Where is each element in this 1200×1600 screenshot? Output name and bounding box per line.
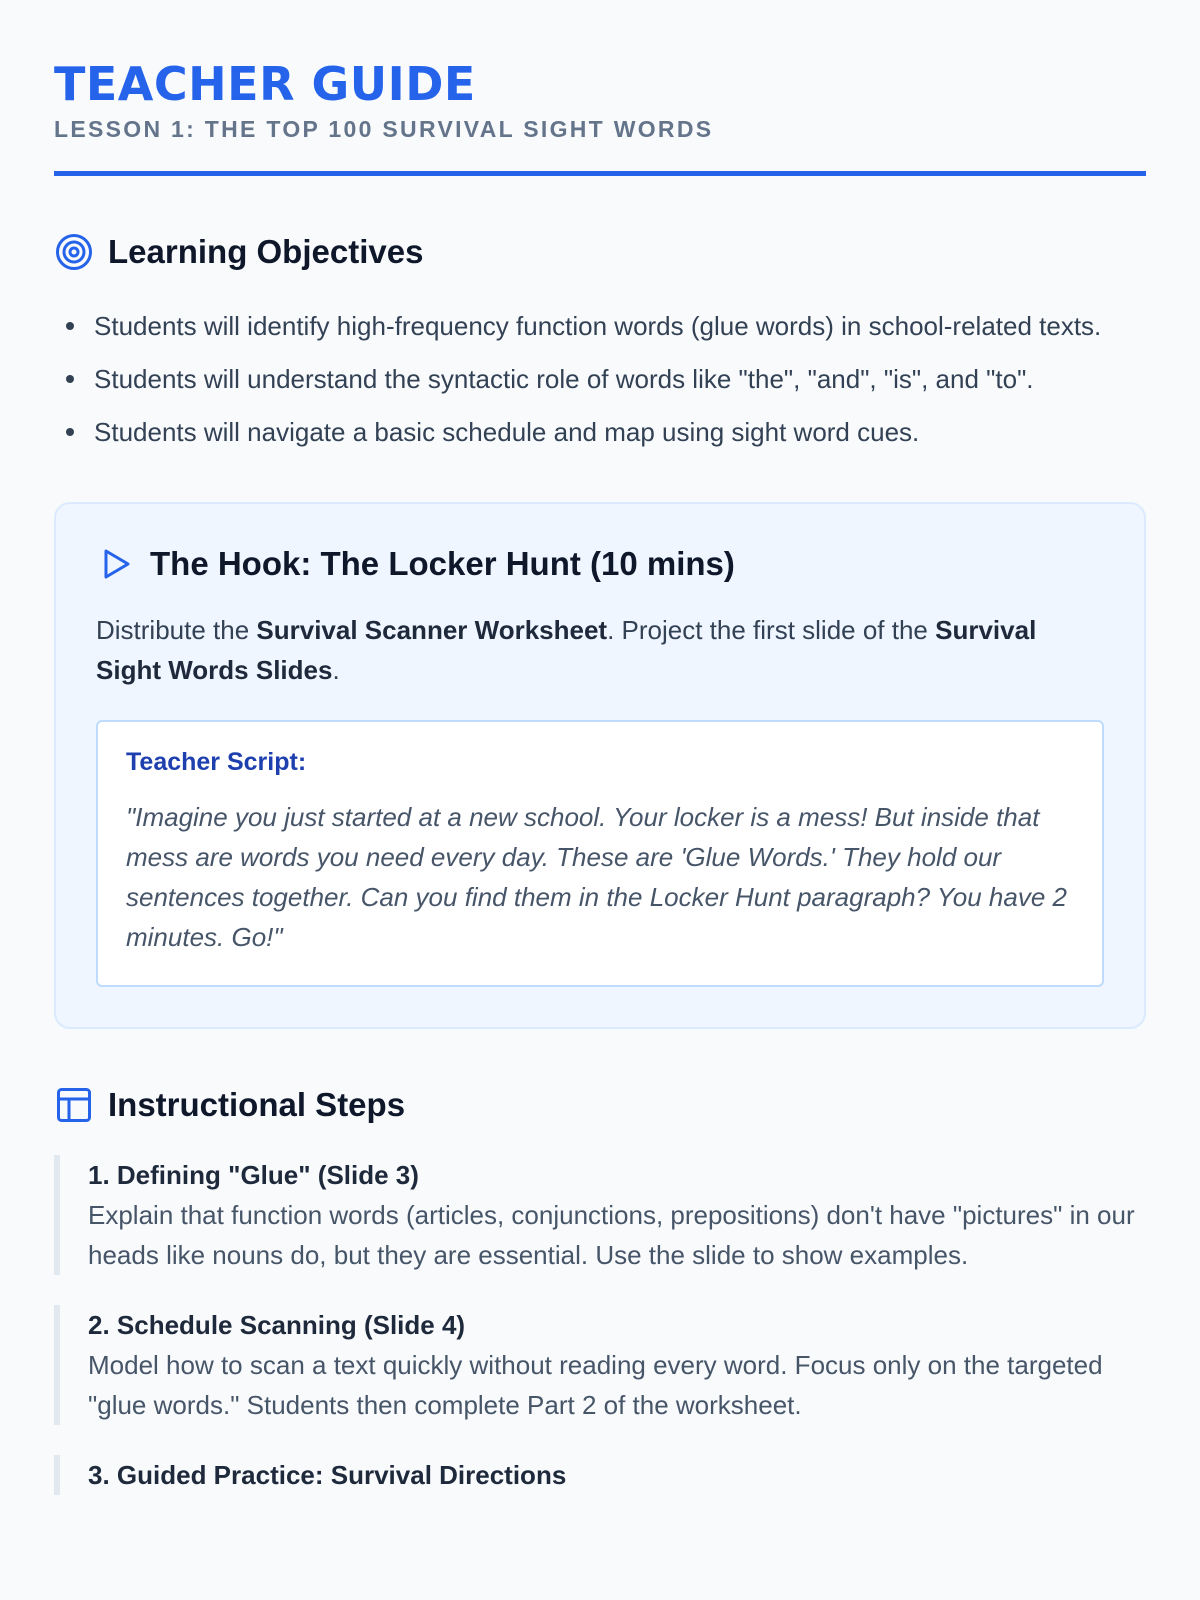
lesson-subtitle: LESSON 1: THE TOP 100 SURVIVAL SIGHT WORDS <box>54 116 714 142</box>
step-title: 1. Defining "Glue" (Slide 3) <box>88 1160 419 1190</box>
learning-objectives-section <box>54 232 1146 452</box>
steps-heading-label: Instructional Steps <box>108 1086 406 1123</box>
teacher-script-text: "Imagine you just started at a new school. Your locker is a mess! But inside that mess are words you need every day. These are 'Glue Words.' They hold our sentences together. Can you find them in the Locker Hunt paragraph? You have 2 minutes. Go!" <box>126 802 1067 952</box>
hook-intro-suffix: . <box>332 655 340 685</box>
steps-heading <box>54 1085 1146 1125</box>
instructional-step <box>54 1455 1146 1495</box>
instructional-step <box>54 1155 1146 1275</box>
target-icon <box>54 232 94 272</box>
hook-intro-middle: . Project the first slide of the <box>607 615 936 645</box>
slides-name: Survival Sight Words Slides <box>96 615 1037 685</box>
layout-icon <box>54 1085 94 1125</box>
objective-item: Students will identify high-frequency function words (glue words) in school-related texts. <box>94 306 1146 346</box>
objective-item: Students will navigate a basic schedule and map using sight word cues. <box>94 412 1146 452</box>
page-title: TEACHER GUIDE <box>54 57 476 111</box>
teacher-script-label: Teacher Script: <box>126 748 307 776</box>
hook-intro-prefix: Distribute the <box>96 615 257 645</box>
objectives-list <box>54 306 1146 452</box>
objectives-heading <box>54 232 1146 272</box>
play-icon <box>96 544 136 584</box>
step-description: Explain that function words (articles, conjunctions, prepositions) don't have "pictures" in our heads like nouns do, but they are essential. Use the slide to show examples. <box>88 1200 1135 1270</box>
hook-card <box>54 502 1146 1029</box>
objective-item: Students will understand the syntactic role of words like "the", "and", "is", and "to". <box>94 359 1146 399</box>
worksheet-name: Survival Scanner Worksheet <box>256 615 608 645</box>
page-header <box>54 0 1146 176</box>
teacher-script-box <box>96 720 1104 987</box>
objectives-heading-label: Learning Objectives <box>108 233 424 270</box>
hook-heading-label: The Hook: The Locker Hunt (10 mins) <box>150 545 735 582</box>
instructional-steps-section <box>54 1085 1146 1495</box>
hook-heading <box>96 544 1104 584</box>
step-description: Model how to scan a text quickly without reading every word. Focus only on the targeted "glue words." Students then complete Part 2 of the worksheet. <box>88 1350 1103 1420</box>
hook-instructions <box>96 610 1104 690</box>
instructional-step <box>54 1305 1146 1425</box>
step-title: 2. Schedule Scanning (Slide 4) <box>88 1310 466 1340</box>
step-title: 3. Guided Practice: Survival Directions <box>88 1460 567 1490</box>
